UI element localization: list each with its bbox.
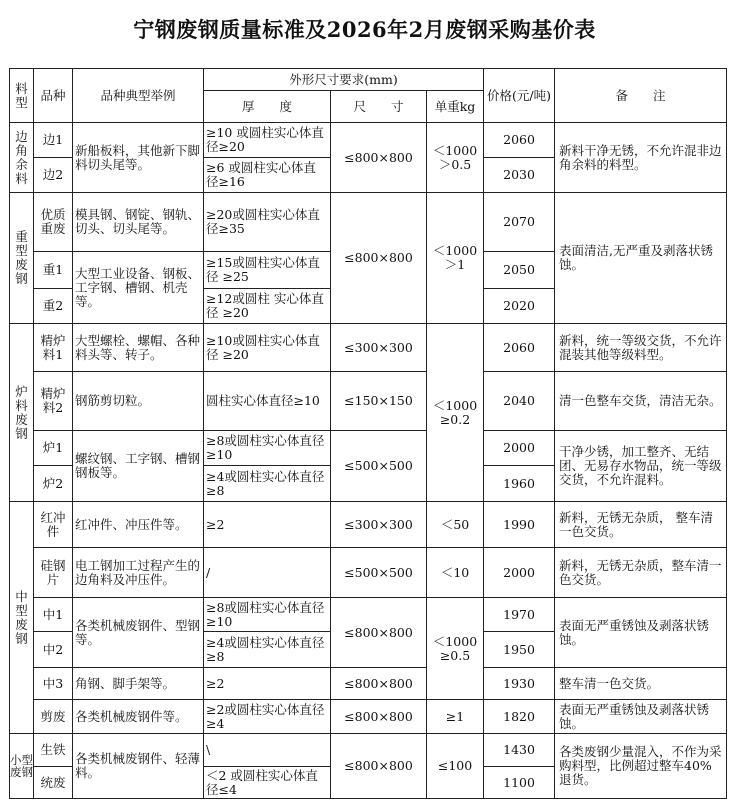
examples-cell: 各类机械废钢件、轻薄料。: [73, 734, 204, 799]
examples-cell: 电工钢加工过程产生的边角料及冲压件。: [73, 548, 204, 598]
header-dims: 外形尺寸要求(mm): [204, 69, 484, 91]
variety-cell: 剪废: [34, 700, 73, 734]
weight-cell: ＜1000 ≥0.2: [427, 324, 484, 502]
variety-cell: 边1: [34, 123, 73, 158]
header-thickness: 厚 度: [204, 91, 331, 123]
table-row: [10, 123, 727, 158]
group-medium: 中型废钢: [10, 502, 34, 734]
size-cell: ≤800×800: [331, 598, 427, 668]
thickness-cell: ≥10或圆柱实心体直径 ≥20: [204, 324, 331, 372]
table-row: [10, 548, 727, 598]
examples-cell: 红冲件、冲压件等。: [73, 502, 204, 548]
remark-cell: 新料干净无锈，不允许混非边角余料的料型。: [555, 123, 727, 193]
price-cell: 2070: [484, 193, 555, 252]
examples-cell: 模具钢、钢锭、钢轨、切头、切头尾等。: [73, 193, 204, 252]
variety-cell: 精炉料2: [34, 372, 73, 431]
header-remark: 备 注: [555, 69, 727, 123]
price-cell: 1990: [484, 502, 555, 548]
header-variety: 品种: [34, 69, 73, 123]
thickness-cell: ≥4或圆柱实心体直径 ≥8: [204, 466, 331, 502]
table-row: [10, 324, 727, 372]
remark-cell: 整车清一色交货。: [555, 668, 727, 700]
remark-cell: 各类废钢少量混入，不作为采购料型，比例超过整车40%退货。: [555, 734, 727, 799]
variety-cell: 炉1: [34, 431, 73, 466]
variety-cell: 硅钢片: [34, 548, 73, 598]
weight-cell: ＜1000 ＞0.5: [427, 123, 484, 193]
price-cell: 1430: [484, 734, 555, 767]
price-cell: 2000: [484, 431, 555, 466]
size-cell: ≤300×300: [331, 502, 427, 548]
examples-cell: 角钢、脚手架等。: [73, 668, 204, 700]
thickness-cell: ≥2: [204, 502, 331, 548]
price-cell: 1930: [484, 668, 555, 700]
price-cell: 2050: [484, 252, 555, 289]
examples-cell: 大型螺栓、螺帽、各种料头等、转子。: [73, 324, 204, 372]
thickness-cell: ≥4或圆柱实心体直径≥8: [204, 632, 331, 668]
weight-cell: ≥1: [427, 700, 484, 734]
size-cell: ≤800×800: [331, 668, 427, 700]
size-cell: ≤300×300: [331, 324, 427, 372]
price-cell: 2000: [484, 548, 555, 598]
remark-cell: 清一色整车交货，清洁无杂。: [555, 372, 727, 431]
price-cell: 2060: [484, 123, 555, 158]
remark-cell: 表面无严重锈蚀及剥落状锈蚀。: [555, 700, 727, 734]
header-price: 价格(元/吨): [484, 69, 555, 123]
examples-cell: 钢筋剪切粒。: [73, 372, 204, 431]
table-row: [10, 372, 727, 431]
weight-cell: ＜50: [427, 502, 484, 548]
table-row: [10, 193, 727, 252]
variety-cell: 优质重废: [34, 193, 73, 252]
header-unit-weight: 单重kg: [427, 91, 484, 123]
variety-cell: 重1: [34, 252, 73, 289]
examples-cell: 各类机械废钢件等。: [73, 700, 204, 734]
table-row: [10, 700, 727, 734]
variety-cell: 炉2: [34, 466, 73, 502]
page-title: 宁钢废钢质量标准及2026年2月废钢采购基价表: [133, 17, 596, 42]
variety-cell: 生铁: [34, 734, 73, 767]
remark-cell: 新料，统一等级交货，不允许混装其他等级料型。: [555, 324, 727, 372]
table-row: [10, 502, 727, 548]
size-cell: ≤800×800: [331, 734, 427, 799]
weight-cell: ＜1000 ≥0.5: [427, 598, 484, 700]
thickness-cell: \: [204, 734, 331, 767]
thickness-cell: ≥15或圆柱实心体直径 ≥25: [204, 252, 331, 289]
size-cell: ≤500×500: [331, 548, 427, 598]
weight-cell: ＜1000 ＞1: [427, 193, 484, 324]
header-examples: 品种典型举例: [73, 69, 204, 123]
price-cell: 1950: [484, 632, 555, 668]
price-cell: 2030: [484, 158, 555, 193]
examples-cell: 新船板料，其他新下脚料切头尾等。: [73, 123, 204, 193]
size-cell: ≤800×800: [331, 123, 427, 193]
thickness-cell: ＜2 或圆柱实心体直径≤4: [204, 767, 331, 799]
size-cell: ≤150×150: [331, 372, 427, 431]
variety-cell: 中2: [34, 632, 73, 668]
thickness-cell: /: [204, 548, 331, 598]
size-cell: ≤500×500: [331, 431, 427, 502]
thickness-cell: ≥8或圆柱实心体直径 ≥10: [204, 431, 331, 466]
remark-cell: 表面清洁,无严重及剥落状锈蚀。: [555, 193, 727, 324]
thickness-cell: ≥2或圆柱实心体直径≥4: [204, 700, 331, 734]
examples-cell: 螺纹钢、工字钢、槽钢钢板等。: [73, 431, 204, 502]
variety-cell: 红冲件: [34, 502, 73, 548]
variety-cell: 统废: [34, 767, 73, 799]
table-row: [10, 598, 727, 632]
examples-cell: 大型工业设备、钢板、工字钢、槽钢、机壳等。: [73, 252, 204, 324]
price-cell: 2020: [484, 289, 555, 324]
thickness-cell: ≥10 或圆柱实心体直径≥20: [204, 123, 331, 158]
price-cell: 1100: [484, 767, 555, 799]
weight-cell: ＜10: [427, 548, 484, 598]
remark-cell: 新料，无锈无杂质， 整车清一色交货。: [555, 502, 727, 548]
thickness-cell: ≥2: [204, 668, 331, 700]
group-small: 小型废钢: [10, 734, 34, 799]
variety-cell: 中3: [34, 668, 73, 700]
variety-cell: 中1: [34, 598, 73, 632]
table-row: [10, 431, 727, 466]
remark-cell: 表面无严重锈蚀及剥落状锈蚀。: [555, 598, 727, 668]
price-cell: 1960: [484, 466, 555, 502]
examples-cell: 各类机械废钢件、型钢等。: [73, 598, 204, 668]
price-cell: 2040: [484, 372, 555, 431]
table-row: [10, 668, 727, 700]
price-cell: 1820: [484, 700, 555, 734]
group-furnace: 炉料废钢: [10, 324, 34, 502]
thickness-cell: ≥12或圆柱 实心体直径 ≥20: [204, 289, 331, 324]
price-cell: 2060: [484, 324, 555, 372]
size-cell: ≤800×800: [331, 700, 427, 734]
remark-cell: 新料，无锈无杂质，整车清一色交货。: [555, 548, 727, 598]
price-table: [9, 68, 727, 799]
thickness-cell: ≥8或圆柱实心体直径 ≥10: [204, 598, 331, 632]
variety-cell: 精炉料1: [34, 324, 73, 372]
remark-cell: 干净少锈，加工整齐、无结团、无易存水物品，统一等级交货，不允许混料。: [555, 431, 727, 502]
header-category: 料型: [10, 69, 34, 123]
variety-cell: 边2: [34, 158, 73, 193]
thickness-cell: 圆柱实心体直径≥10: [204, 372, 331, 431]
thickness-cell: ≥20或圆柱实心体直径≥35: [204, 193, 331, 252]
group-edge: 边角余料: [10, 123, 34, 193]
weight-cell: ≤100: [427, 734, 484, 799]
table-row: [10, 734, 727, 767]
price-cell: 1970: [484, 598, 555, 632]
variety-cell: 重2: [34, 289, 73, 324]
group-heavy: 重型废钢: [10, 193, 34, 324]
size-cell: ≤800×800: [331, 193, 427, 324]
thickness-cell: ≥6 或圆柱实心体直径≥16: [204, 158, 331, 193]
header-size: 尺 寸: [331, 91, 427, 123]
